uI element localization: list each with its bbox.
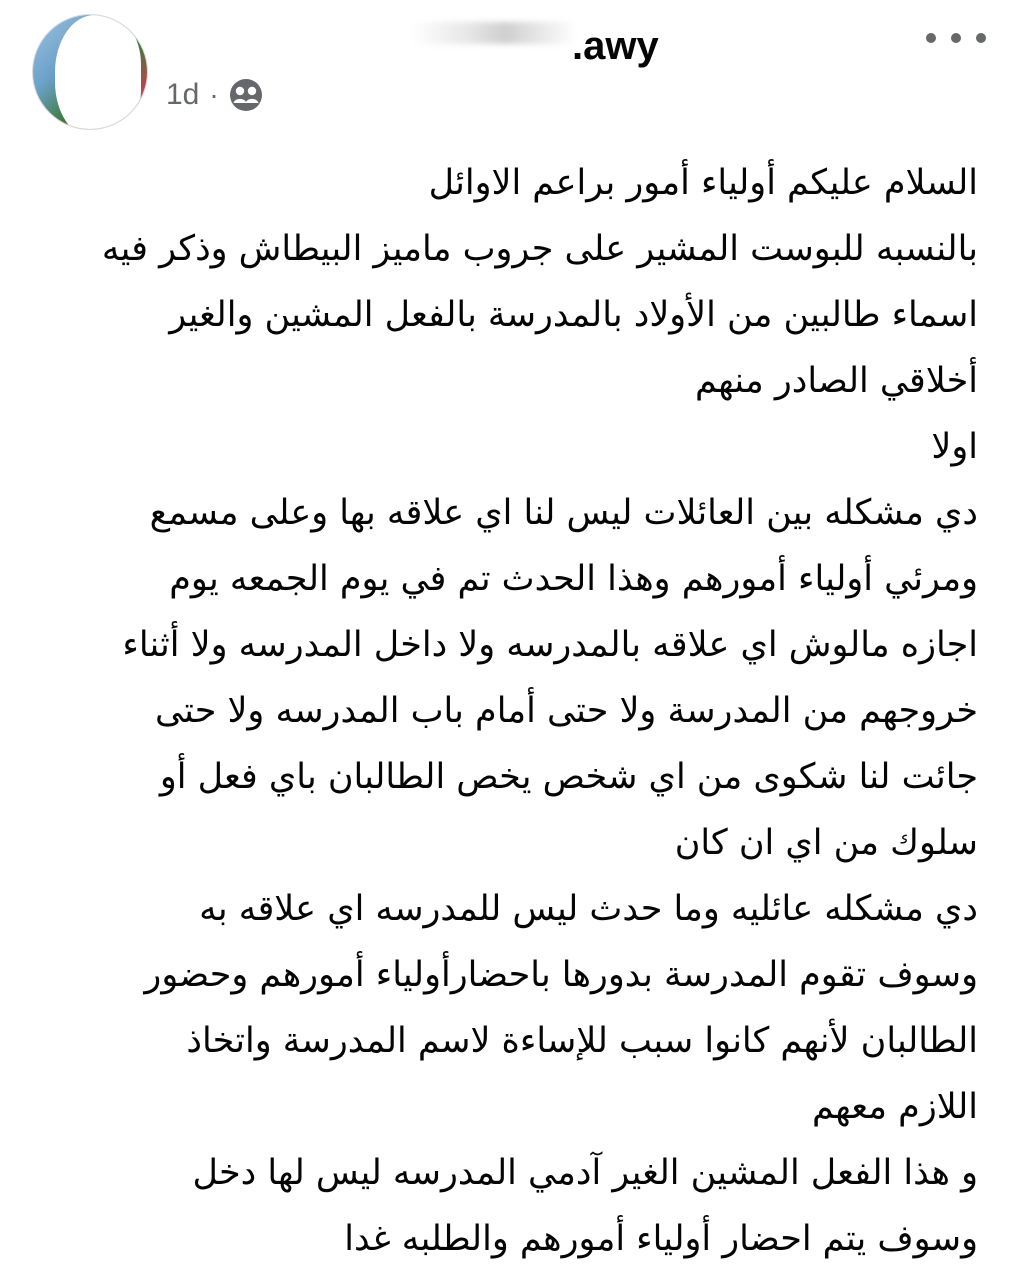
author-name-area[interactable] (340, 14, 680, 74)
post-header (0, 0, 1010, 140)
post-line: اللازم معهم (811, 1087, 978, 1127)
post-line: السلام عليكم أولياء أمور براعم الاوائل (428, 163, 978, 203)
post-line: دي مشكله بين العائلات ليس لنا اي علاقه بها وعلى مسمع (149, 493, 978, 533)
post-line: جائت لنا شكوى من اي شخص يخص الطالبان باي فعل أو (159, 757, 978, 797)
post-line: اولا (931, 427, 978, 467)
post-line: سلوك من اي ان كان (674, 823, 978, 863)
post-text (30, 150, 978, 1270)
post-line: دي مشكله عائليه وما حدث ليس للمدرسه اي علاقه به (199, 889, 978, 929)
post-timestamp[interactable]: 1d (166, 78, 200, 111)
post-line: ومرئي أولياء أمورهم وهذا الحدث تم في يوم الجمعه يوم (169, 559, 978, 599)
post-line: اجازه مالوش اي علاقه بالمدرسه ولا داخل المدرسه ولا أثناء (122, 625, 978, 665)
post-line: الطالبان لأنهم كانوا سبب للإساءة لاسم المدرسة واتخاذ (186, 1021, 978, 1061)
author-avatar[interactable] (32, 14, 148, 130)
more-dot (976, 33, 986, 43)
post-line: اسماء طالبين من الأولاد بالمدرسة بالفعل المشين والغير (169, 295, 978, 335)
avatar-redaction (55, 15, 141, 130)
author-name[interactable]: .awy (572, 24, 659, 68)
more-dot (926, 33, 936, 43)
more-options-icon[interactable] (926, 20, 986, 56)
post-line: أخلاقي الصادر منهم (694, 361, 978, 401)
friends-icon[interactable] (229, 78, 263, 112)
post-line: و هذا الفعل المشين الغير آدمي المدرسه ليس لها دخل (192, 1153, 978, 1193)
meta-separator: · (209, 79, 219, 110)
post-line: خروجهم من المدرسة ولا حتى أمام باب المدرسه ولا حتى (154, 691, 978, 731)
author-name-redaction (340, 22, 576, 44)
post-line: وسوف تقوم المدرسة بدورها باحضارأولياء أمورهم وحضور (144, 955, 978, 995)
post-meta (166, 78, 263, 112)
post-line: بالنسبه للبوست المشير على جروب ماميز البيطاش وذكر فيه (101, 229, 978, 269)
more-dot (951, 33, 961, 43)
post-line: وسوف يتم احضار أولياء أمورهم والطلبه غدا (344, 1219, 978, 1259)
